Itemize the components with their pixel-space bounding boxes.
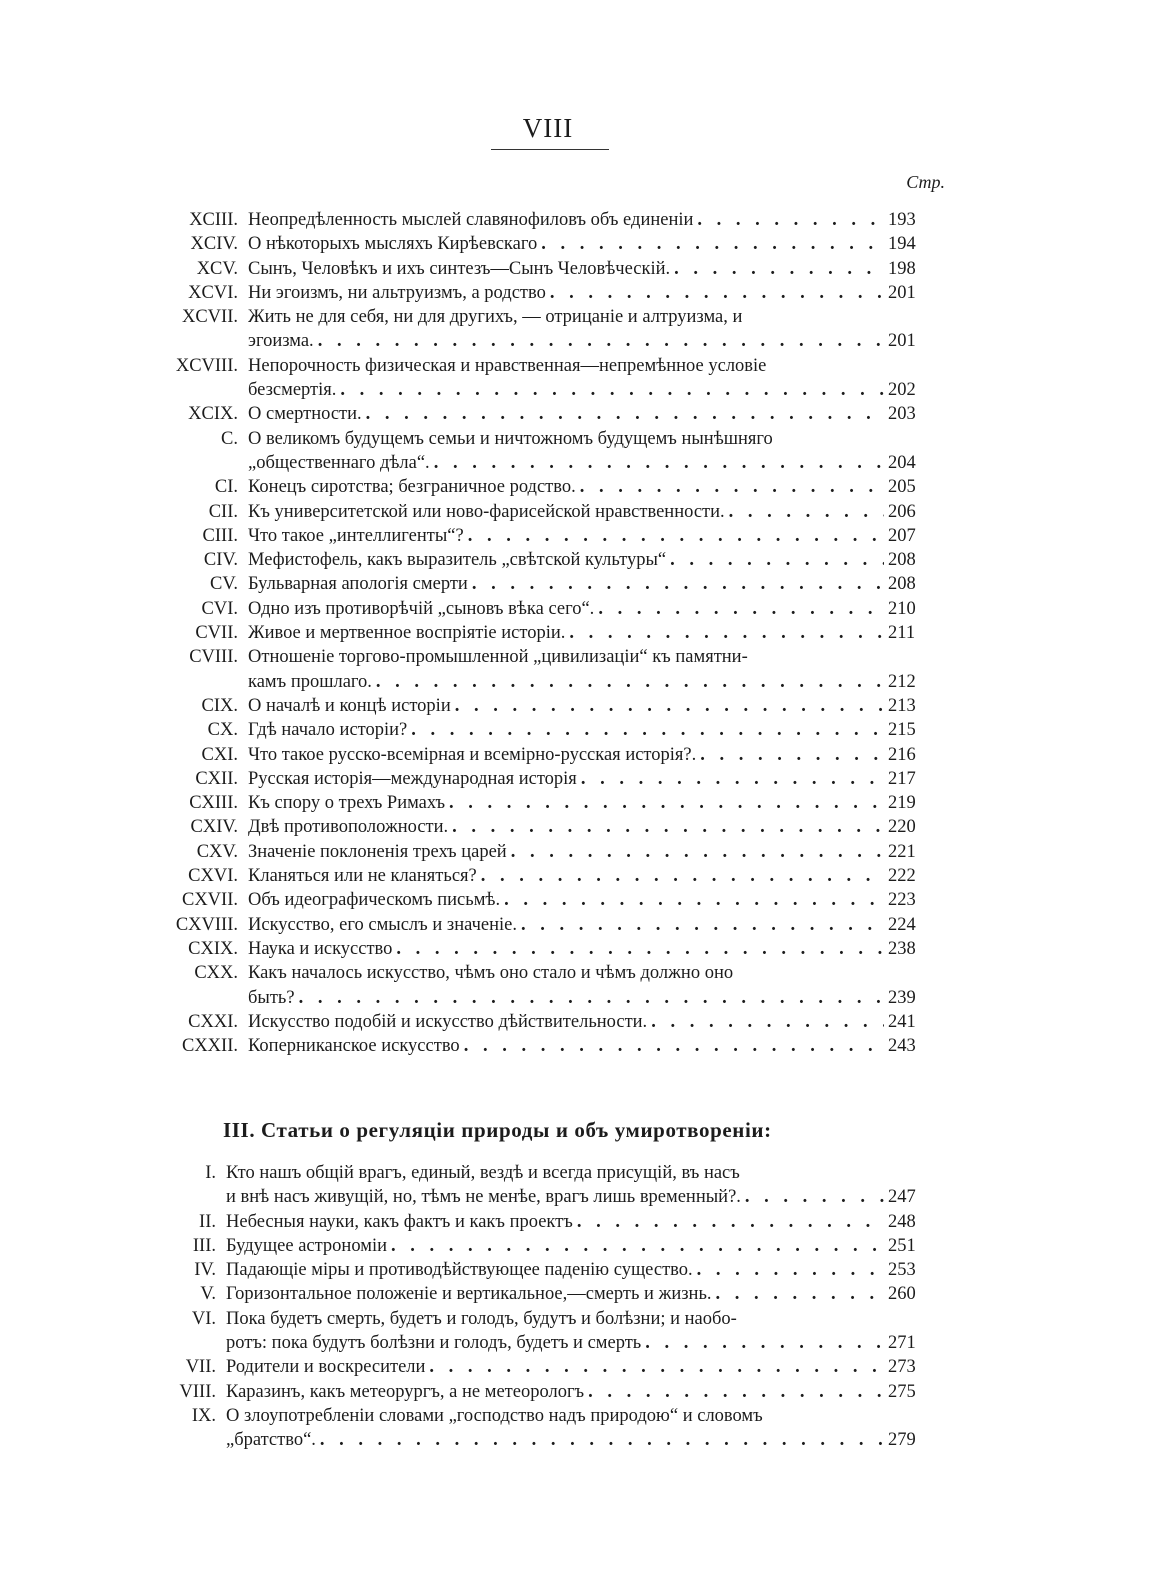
entry-number: CXIX. bbox=[188, 938, 238, 959]
entry-body bbox=[248, 427, 940, 476]
entry-page-number: 260 bbox=[888, 1284, 916, 1305]
entry-last-line bbox=[248, 378, 940, 402]
entry-body bbox=[226, 1210, 940, 1234]
entry-number: CX. bbox=[207, 720, 238, 741]
dot-leader bbox=[546, 281, 884, 305]
entry-page-number: 275 bbox=[888, 1381, 916, 1402]
dot-leader bbox=[445, 791, 884, 815]
toc-entry bbox=[160, 961, 940, 1010]
entry-title-line: быть? bbox=[248, 987, 295, 1008]
dot-leader bbox=[430, 451, 884, 475]
entry-page-number: 223 bbox=[888, 890, 916, 911]
entry-last-line bbox=[248, 937, 940, 961]
entry-page-number: 208 bbox=[888, 550, 916, 571]
dot-leader bbox=[741, 1185, 884, 1209]
entry-title-line: Двѣ противоположности. bbox=[248, 817, 449, 838]
entry-title-line: Гдѣ начало исторіи? bbox=[248, 720, 408, 741]
entry-number: CIX. bbox=[201, 695, 238, 716]
entry-last-line bbox=[248, 1034, 940, 1058]
entry-last-line bbox=[226, 1355, 940, 1379]
entry-title-line: Кто нашъ общій врагъ, единый, вездѣ и всегда присущій, въ насъ bbox=[226, 1163, 740, 1183]
entry-last-line bbox=[248, 670, 940, 694]
entry-title-line: О великомъ будущемъ семьи и ничтожномъ будущемъ нынѣшняго bbox=[248, 428, 773, 449]
toc-entry bbox=[160, 208, 940, 232]
dot-leader bbox=[666, 548, 884, 572]
entry-body bbox=[226, 1355, 940, 1379]
entry-last-line bbox=[248, 718, 940, 742]
entry-page-number: 207 bbox=[888, 525, 916, 546]
entry-last-line bbox=[248, 281, 940, 305]
page-number: VIII bbox=[522, 113, 574, 143]
toc-entry bbox=[160, 1161, 940, 1210]
entry-number: CXVII. bbox=[181, 890, 238, 911]
entry-body bbox=[248, 840, 940, 864]
toc-entry bbox=[160, 1258, 940, 1282]
toc-entry bbox=[160, 354, 940, 403]
entry-page-number: 219 bbox=[888, 793, 916, 814]
entry-number: CIV. bbox=[203, 550, 238, 571]
entry-body bbox=[248, 791, 940, 815]
toc-entry bbox=[160, 524, 940, 548]
entry-last-line bbox=[248, 451, 940, 475]
entry-body bbox=[226, 1258, 940, 1282]
entry-last-line bbox=[226, 1428, 940, 1452]
entry-title-line: О нѣкоторыхъ мысляхъ Кирѣевскаго bbox=[248, 234, 538, 255]
entry-page-number: 241 bbox=[888, 1011, 916, 1032]
entry-title-line: Падающіе міры и противодѣйствующее паденію существо. bbox=[226, 1260, 693, 1281]
entry-last-line bbox=[248, 767, 940, 791]
entry-last-line bbox=[248, 402, 940, 426]
entry-body bbox=[226, 1234, 940, 1258]
toc-entry bbox=[160, 718, 940, 742]
toc-entry bbox=[160, 1380, 940, 1404]
entry-last-line bbox=[226, 1331, 940, 1355]
entry-number: III. bbox=[192, 1235, 216, 1256]
entry-body bbox=[226, 1307, 940, 1356]
dot-leader bbox=[451, 694, 884, 718]
entry-number: CXVIII. bbox=[175, 914, 238, 935]
entry-number: II. bbox=[199, 1211, 216, 1232]
entry-number: CVIII. bbox=[189, 647, 238, 668]
entry-number: IV. bbox=[194, 1260, 216, 1281]
entry-title-line: ротъ: пока будутъ болѣзни и голодъ, будетъ и смерть bbox=[226, 1333, 642, 1354]
entry-page-number: 247 bbox=[888, 1187, 916, 1208]
entry-title-line: и внѣ насъ живущій, но, тѣмъ не менѣе, врагъ лишь временный?. bbox=[226, 1187, 741, 1208]
toc-entry bbox=[160, 621, 940, 645]
toc-entry bbox=[160, 937, 940, 961]
entry-page-number: 251 bbox=[888, 1235, 916, 1256]
entry-number: CI. bbox=[214, 477, 238, 498]
entry-number: XCIV. bbox=[190, 234, 238, 255]
section-iii-contents bbox=[160, 1161, 940, 1453]
entry-last-line bbox=[248, 913, 940, 937]
entry-last-line bbox=[248, 1010, 940, 1034]
entry-last-line bbox=[248, 621, 940, 645]
toc-entry bbox=[160, 281, 940, 305]
entry-page-number: 253 bbox=[888, 1260, 916, 1281]
entry-body bbox=[248, 913, 940, 937]
toc-entry bbox=[160, 232, 940, 256]
entry-number: I. bbox=[205, 1163, 216, 1183]
entry-body bbox=[248, 1034, 940, 1058]
entry-title-line: Искусство, его смыслъ и значеніе. bbox=[248, 914, 517, 935]
entry-page-number: 216 bbox=[888, 744, 916, 765]
entry-page-number: 273 bbox=[888, 1357, 916, 1378]
entry-number: XCIII. bbox=[189, 210, 238, 230]
entry-last-line bbox=[248, 208, 940, 232]
entry-page-number: 224 bbox=[888, 914, 916, 935]
entry-last-line bbox=[248, 548, 940, 572]
entry-body bbox=[226, 1161, 940, 1210]
entry-title-line: безсмертія. bbox=[248, 380, 337, 401]
entry-title-line: Жить не для себя, ни для другихъ, — отрицаніе и алтруизма, и bbox=[248, 307, 743, 328]
entry-last-line bbox=[226, 1185, 940, 1209]
entry-title-line: Каразинъ, какъ метеорургъ, а не метеорологъ bbox=[226, 1381, 585, 1402]
entry-page-number: 201 bbox=[888, 282, 916, 303]
entry-page-number: 202 bbox=[888, 380, 916, 401]
dot-leader bbox=[693, 208, 884, 232]
entry-page-number: 217 bbox=[888, 768, 916, 789]
entry-last-line bbox=[248, 329, 940, 353]
entry-page-number: 222 bbox=[888, 866, 916, 887]
entry-title-line: О началѣ и концѣ исторіи bbox=[248, 695, 451, 716]
entry-title-line: О злоупотребленіи словами „господство надъ природою“ и словомъ bbox=[226, 1405, 763, 1426]
toc-entry bbox=[160, 767, 940, 791]
entry-title-line: „общественнаго дѣла“. bbox=[248, 452, 430, 473]
dot-leader bbox=[448, 815, 884, 839]
entry-body bbox=[226, 1282, 940, 1306]
toc-entry bbox=[160, 840, 940, 864]
dot-leader bbox=[314, 329, 884, 353]
entry-last-line bbox=[248, 475, 940, 499]
entry-body bbox=[248, 743, 940, 767]
entry-body bbox=[248, 961, 940, 1010]
entry-number: CXXI. bbox=[188, 1011, 238, 1032]
entry-title-line: О смертности. bbox=[248, 404, 362, 425]
entry-page-number: 194 bbox=[888, 234, 916, 255]
entry-title-line: Будущее астрономіи bbox=[226, 1235, 387, 1256]
entry-title-line: Непорочность физическая и нравственная—непремѣнное условіе bbox=[248, 355, 767, 376]
entry-body bbox=[248, 645, 940, 694]
toc-entry bbox=[160, 743, 940, 767]
dot-leader bbox=[362, 402, 884, 426]
entry-last-line bbox=[248, 232, 940, 256]
entry-page-number: 239 bbox=[888, 987, 916, 1008]
dot-leader bbox=[696, 743, 884, 767]
entry-last-line bbox=[226, 1234, 940, 1258]
entry-number: XCV. bbox=[196, 258, 238, 279]
entry-page-number: 211 bbox=[888, 623, 916, 644]
entry-body bbox=[248, 475, 940, 499]
entry-title-line: камъ прошлаго. bbox=[248, 671, 372, 692]
entry-title-line: Значеніе поклоненія трехъ царей bbox=[248, 841, 507, 862]
toc-entry bbox=[160, 427, 940, 476]
page-number-rule bbox=[491, 149, 609, 150]
entry-last-line bbox=[226, 1258, 940, 1282]
entry-last-line bbox=[248, 572, 940, 596]
entry-body bbox=[248, 257, 940, 281]
entry-last-line bbox=[248, 257, 940, 281]
dot-leader bbox=[712, 1282, 884, 1306]
entry-body bbox=[248, 694, 940, 718]
dot-leader bbox=[725, 500, 884, 524]
toc-entry bbox=[160, 645, 940, 694]
entry-title-line: „братство“. bbox=[226, 1430, 316, 1451]
entry-last-line bbox=[248, 888, 940, 912]
entry-last-line bbox=[248, 694, 940, 718]
entry-page-number: 212 bbox=[888, 671, 916, 692]
dot-leader bbox=[584, 1380, 884, 1404]
entry-body bbox=[248, 524, 940, 548]
entry-title-line: Бульварная апологія смерти bbox=[248, 574, 468, 595]
entry-last-line bbox=[226, 1380, 940, 1404]
entry-title-line: Отношеніе торгово-промышленной „цивилизаціи“ къ памятни- bbox=[248, 647, 748, 668]
entry-number: VI. bbox=[191, 1308, 216, 1329]
entry-body bbox=[248, 767, 940, 791]
entry-body bbox=[248, 232, 940, 256]
toc-entry bbox=[160, 305, 940, 354]
dot-leader bbox=[464, 524, 884, 548]
toc-entry bbox=[160, 694, 940, 718]
entry-page-number: 205 bbox=[888, 477, 916, 498]
entry-page-number: 221 bbox=[888, 841, 916, 862]
entry-title-line: Сынъ, Человѣкъ и ихъ синтезъ—Сынъ Человѣческій. bbox=[248, 258, 671, 279]
entry-page-number: 203 bbox=[888, 404, 916, 425]
entry-last-line bbox=[248, 500, 940, 524]
entry-body bbox=[226, 1380, 940, 1404]
entry-last-line bbox=[248, 840, 940, 864]
entry-body bbox=[226, 1404, 940, 1453]
toc-entry bbox=[160, 864, 940, 888]
entry-title-line: Кланяться или не кланяться? bbox=[248, 866, 477, 887]
dot-leader bbox=[507, 840, 884, 864]
entry-title-line: Наука и искусство bbox=[248, 938, 393, 959]
entry-title-line: Что такое „интеллигенты“? bbox=[248, 525, 464, 546]
entry-number: CVI. bbox=[201, 598, 238, 619]
entry-number: CV. bbox=[210, 574, 238, 595]
entry-number: XCVI. bbox=[188, 282, 238, 303]
entry-body bbox=[248, 208, 940, 232]
entry-body bbox=[248, 888, 940, 912]
entry-number: CXX. bbox=[194, 963, 238, 984]
entry-title-line: Родители и воскресители bbox=[226, 1357, 426, 1378]
dot-leader bbox=[407, 718, 884, 742]
toc-entry bbox=[160, 791, 940, 815]
entry-page-number: 213 bbox=[888, 695, 916, 716]
entry-title-line: Какъ началось искусство, чѣмъ оно стало и чѣмъ должно оно bbox=[248, 963, 734, 984]
dot-leader bbox=[425, 1355, 884, 1379]
toc-entry bbox=[160, 1404, 940, 1453]
entry-title-line: Мефистофель, какъ выразитель „свѣтской культуры“ bbox=[248, 550, 667, 571]
entry-title-line: Конецъ сиротства; безграничное родство. bbox=[248, 477, 576, 498]
dot-leader bbox=[500, 888, 884, 912]
entry-body bbox=[248, 500, 940, 524]
dot-leader bbox=[537, 232, 884, 256]
dot-leader bbox=[573, 1210, 884, 1234]
entry-last-line bbox=[226, 1282, 940, 1306]
dot-leader bbox=[641, 1331, 884, 1355]
entry-body bbox=[248, 354, 940, 403]
entry-title-line: Коперниканское искусство bbox=[248, 1036, 460, 1057]
page-column-label: Стр. bbox=[906, 172, 945, 192]
dot-leader bbox=[647, 1010, 884, 1034]
entry-page-number: 198 bbox=[888, 258, 916, 279]
entry-number: CVII. bbox=[195, 623, 238, 644]
entry-last-line bbox=[248, 815, 940, 839]
entry-page-number: 271 bbox=[888, 1333, 916, 1354]
entry-page-number: 248 bbox=[888, 1211, 916, 1232]
dot-leader bbox=[460, 1034, 884, 1058]
toc-entry bbox=[160, 913, 940, 937]
entry-page-number: 210 bbox=[888, 598, 916, 619]
entry-body bbox=[248, 621, 940, 645]
entry-title-line: Къ университетской или ново-фарисейской нравственности. bbox=[248, 501, 725, 522]
entry-number: VIII. bbox=[179, 1381, 216, 1402]
entry-body bbox=[248, 864, 940, 888]
toc-entry bbox=[160, 257, 940, 281]
entry-page-number: 279 bbox=[888, 1430, 916, 1451]
dot-leader bbox=[468, 572, 884, 596]
entry-number: CIII. bbox=[202, 525, 238, 546]
toc-entry bbox=[160, 815, 940, 839]
toc-entry bbox=[160, 572, 940, 596]
entry-page-number: 238 bbox=[888, 938, 916, 959]
toc-entry bbox=[160, 1210, 940, 1234]
entry-number: XCVIII. bbox=[175, 355, 238, 376]
dot-leader bbox=[387, 1234, 884, 1258]
entry-body bbox=[248, 402, 940, 426]
entry-last-line bbox=[248, 743, 940, 767]
entry-body bbox=[248, 815, 940, 839]
toc-entry bbox=[160, 1282, 940, 1306]
toc-entry bbox=[160, 597, 940, 621]
entry-body bbox=[248, 548, 940, 572]
entry-title-line: Къ спору о трехъ Римахъ bbox=[248, 793, 446, 814]
entry-number: VII. bbox=[185, 1357, 216, 1378]
entry-body bbox=[248, 572, 940, 596]
entry-page-number: 206 bbox=[888, 501, 916, 522]
entry-last-line bbox=[226, 1210, 940, 1234]
entry-body bbox=[248, 718, 940, 742]
toc-entry bbox=[160, 500, 940, 524]
entry-title-line: Что такое русско-всемірная и всемірно-русская исторія?. bbox=[248, 744, 697, 765]
entry-title-line: Одно изъ противорѣчій „сыновъ вѣка сего“. bbox=[248, 598, 595, 619]
toc-entry bbox=[160, 402, 940, 426]
toc-entry bbox=[160, 888, 940, 912]
entry-number: CXI. bbox=[201, 744, 238, 765]
entry-number: XCVII. bbox=[181, 307, 238, 328]
entry-title-line: Пока будетъ смерть, будетъ и голодъ, будутъ и болѣзни; и наобо- bbox=[226, 1308, 737, 1329]
entry-body bbox=[248, 1010, 940, 1034]
toc-entry bbox=[160, 1355, 940, 1379]
entry-title-line: Русская исторія—международная исторія bbox=[248, 768, 577, 789]
entry-title-line: Живое и мертвенное воспріятіе исторіи. bbox=[248, 623, 566, 644]
entry-last-line bbox=[248, 864, 940, 888]
dot-leader bbox=[517, 913, 884, 937]
dot-leader bbox=[316, 1428, 884, 1452]
section-iii-heading: III. Статьи о регуляціи природы и объ умиротвореніи: bbox=[223, 1118, 772, 1142]
entry-title-line: Небесныя науки, какъ фактъ и какъ проектъ bbox=[226, 1211, 573, 1232]
entry-title-line: Объ идеографическомъ письмѣ. bbox=[248, 890, 501, 911]
dot-leader bbox=[576, 475, 884, 499]
toc-entry bbox=[160, 1234, 940, 1258]
entry-page-number: 220 bbox=[888, 817, 916, 838]
toc-entry bbox=[160, 1307, 940, 1356]
entry-last-line bbox=[248, 597, 940, 621]
entry-page-number: 193 bbox=[888, 210, 916, 230]
entry-last-line bbox=[248, 986, 940, 1010]
entry-last-line bbox=[248, 524, 940, 548]
toc-entry bbox=[160, 1034, 940, 1058]
entry-title-line: Искусство подобій и искусство дѣйствительности. bbox=[248, 1011, 648, 1032]
entry-page-number: 243 bbox=[888, 1036, 916, 1057]
entry-page-number: 208 bbox=[888, 574, 916, 595]
entry-number: XCIX. bbox=[188, 404, 238, 425]
toc-entry bbox=[160, 548, 940, 572]
entry-title-line: Горизонтальное положеніе и вертикальное,—смерть и жизнь. bbox=[226, 1284, 712, 1305]
entry-title-line: Неопредѣленность мыслей славянофиловъ объ единеніи bbox=[248, 210, 694, 230]
section-ii-contents bbox=[160, 208, 940, 1058]
dot-leader bbox=[594, 597, 884, 621]
dot-leader bbox=[477, 864, 884, 888]
entry-title-line: эгоизма. bbox=[248, 331, 314, 352]
toc-entry bbox=[160, 475, 940, 499]
entry-number: CII. bbox=[208, 501, 238, 522]
entry-number: C. bbox=[221, 428, 238, 449]
dot-leader bbox=[392, 937, 884, 961]
entry-number: V. bbox=[200, 1284, 216, 1305]
entry-number: CXV. bbox=[196, 841, 238, 862]
entry-page-number: 215 bbox=[888, 720, 916, 741]
entry-number: CXII. bbox=[195, 768, 238, 789]
entry-page-number: 201 bbox=[888, 331, 916, 352]
entry-title-line: Ни эгоизмъ, ни альтруизмъ, а родство bbox=[248, 282, 546, 303]
entry-body bbox=[248, 597, 940, 621]
dot-leader bbox=[565, 621, 884, 645]
dot-leader bbox=[295, 986, 884, 1010]
entry-number: CXVI. bbox=[188, 866, 238, 887]
toc-entry bbox=[160, 1010, 940, 1034]
dot-leader bbox=[336, 378, 884, 402]
entry-number: IX. bbox=[191, 1405, 216, 1426]
entry-number: CXIII. bbox=[189, 793, 238, 814]
dot-leader bbox=[372, 670, 884, 694]
entry-body bbox=[248, 305, 940, 354]
entry-number: CXXII. bbox=[181, 1036, 238, 1057]
dot-leader bbox=[670, 257, 884, 281]
dot-leader bbox=[693, 1258, 884, 1282]
entry-page-number: 204 bbox=[888, 452, 916, 473]
entry-body bbox=[248, 937, 940, 961]
entry-body bbox=[248, 281, 940, 305]
dot-leader bbox=[577, 767, 884, 791]
entry-last-line bbox=[248, 791, 940, 815]
entry-number: CXIV. bbox=[190, 817, 238, 838]
